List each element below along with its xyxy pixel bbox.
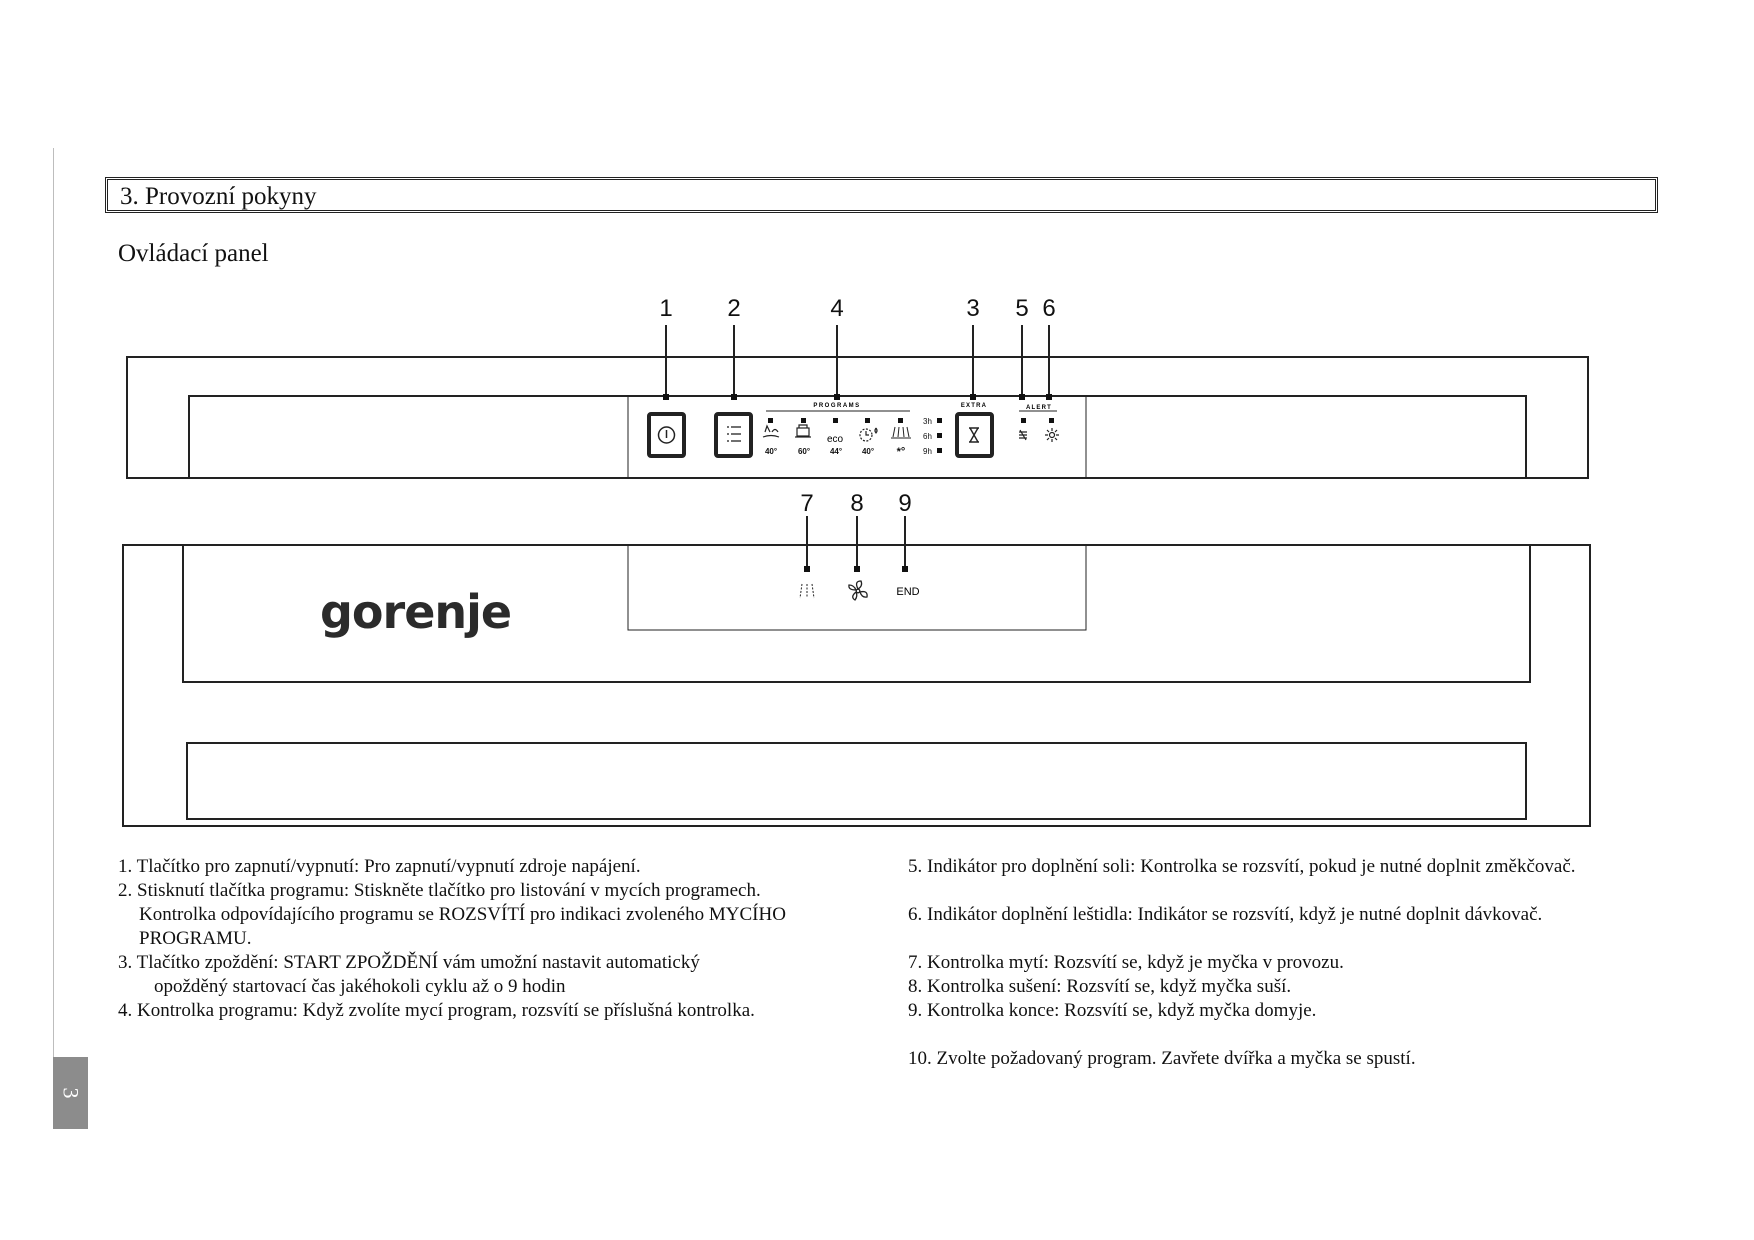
gorenje-logo: gorenje <box>320 585 512 639</box>
program-temp-1: 40° <box>764 447 778 456</box>
note-continuation: PROGRAMU. <box>139 928 252 949</box>
alert-leds <box>1021 418 1054 423</box>
alert-label: ALERT <box>1026 405 1052 411</box>
note-item: 5. Indikátor pro doplnění soli: Kontrolka se rozsvítí, pokud je nutné doplnit změkčovač. <box>908 856 1576 877</box>
wash-icon <box>800 584 814 598</box>
delay-6h-label: 6h <box>923 432 932 441</box>
callout-4: 4 <box>830 295 844 322</box>
callout-9: 9 <box>898 490 912 517</box>
note-continuation: opožděný startovací čas jakéhokoli cyklu až o 9 hodin <box>154 976 566 997</box>
status-leds <box>804 566 908 572</box>
note-text: 3. Tlačítko zpoždění: START ZPOŽDĚNÍ vám umožní nastavit automatický <box>118 952 700 973</box>
quick-icon <box>860 428 877 441</box>
rinse-icon <box>891 427 911 438</box>
salt-icon <box>1019 430 1027 440</box>
note-item: 10. Zvolte požadovaný program. Zavřete dvířka a myčka se spustí. <box>908 1048 1416 1069</box>
callout-8: 8 <box>850 490 864 517</box>
program-temp-3: 44° <box>829 447 843 456</box>
note-text: 4. Kontrolka programu: Když zvolíte mycí program, rozsvítí se příslušná kontrolka. <box>118 1000 755 1021</box>
power-button[interactable] <box>649 414 684 456</box>
program-leds <box>768 418 903 423</box>
note-spacer <box>908 1023 1728 1047</box>
programs-label: PROGRAMS <box>813 403 861 409</box>
page-number: 3 <box>58 1087 84 1099</box>
note-item <box>118 855 898 879</box>
note-item <box>118 879 898 951</box>
rinse-aid-icon <box>1045 428 1059 442</box>
note-item <box>118 999 898 1023</box>
notes-left-column <box>118 855 898 1023</box>
pre-rinse-icon <box>763 426 779 437</box>
upper-panel <box>127 357 1588 478</box>
callout-5: 5 <box>1015 295 1029 322</box>
callout-6: 6 <box>1042 295 1056 322</box>
note-item: 9. Kontrolka konce: Rozsvítí se, když myčka domyje. <box>908 1000 1317 1021</box>
delay-button[interactable] <box>957 414 992 456</box>
program-temp-2: 60° <box>797 447 811 456</box>
note-text: 1. Tlačítko pro zapnutí/vypnutí: Pro zapnutí/vypnutí zdroje napájení. <box>118 856 641 877</box>
callout-7: 7 <box>800 490 814 517</box>
note-text: 2. Stisknutí tlačítka programu: Stiskněte tlačítko pro listování v mycích programech. <box>118 880 761 901</box>
note-item: 6. Indikátor doplnění leštidla: Indikátor se rozsvítí, když je nutné doplnit dávkovač. <box>908 904 1543 925</box>
end-indicator-label: END <box>896 586 920 598</box>
section-subtitle: Ovládací panel <box>118 240 269 267</box>
section-title: 3. Provozní pokyny <box>120 183 317 210</box>
callout-1: 1 <box>659 295 673 322</box>
callout-lines-upper <box>666 325 1049 396</box>
callout-lines-lower <box>807 516 905 568</box>
program-temp-4: 40° <box>861 447 875 456</box>
delay-3h-label: 3h <box>923 417 932 426</box>
note-spacer <box>908 927 1728 951</box>
drying-icon <box>849 581 867 600</box>
callout-3: 3 <box>966 295 980 322</box>
delay-9h-label: 9h <box>923 447 932 456</box>
note-item: 8. Kontrolka sušení: Rozsvítí se, když myčka suší. <box>908 976 1292 997</box>
program-button[interactable] <box>716 414 751 456</box>
notes-right-column <box>908 855 1728 1071</box>
note-item: 7. Kontrolka mytí: Rozsvítí se, když je myčka v provozu. <box>908 952 1344 973</box>
note-item <box>118 951 898 999</box>
intensive-icon <box>795 425 811 437</box>
note-spacer <box>908 879 1728 903</box>
delay-leds <box>937 418 942 453</box>
callout-2: 2 <box>727 295 741 322</box>
note-continuation: Kontrolka odpovídajícího programu se ROZSVÍTÍ pro indikaci zvoleného MYCÍHO <box>139 904 786 925</box>
extra-label: EXTRA <box>960 403 988 409</box>
eco-icon: eco <box>826 434 844 445</box>
program-temp-5: *° <box>896 446 906 458</box>
